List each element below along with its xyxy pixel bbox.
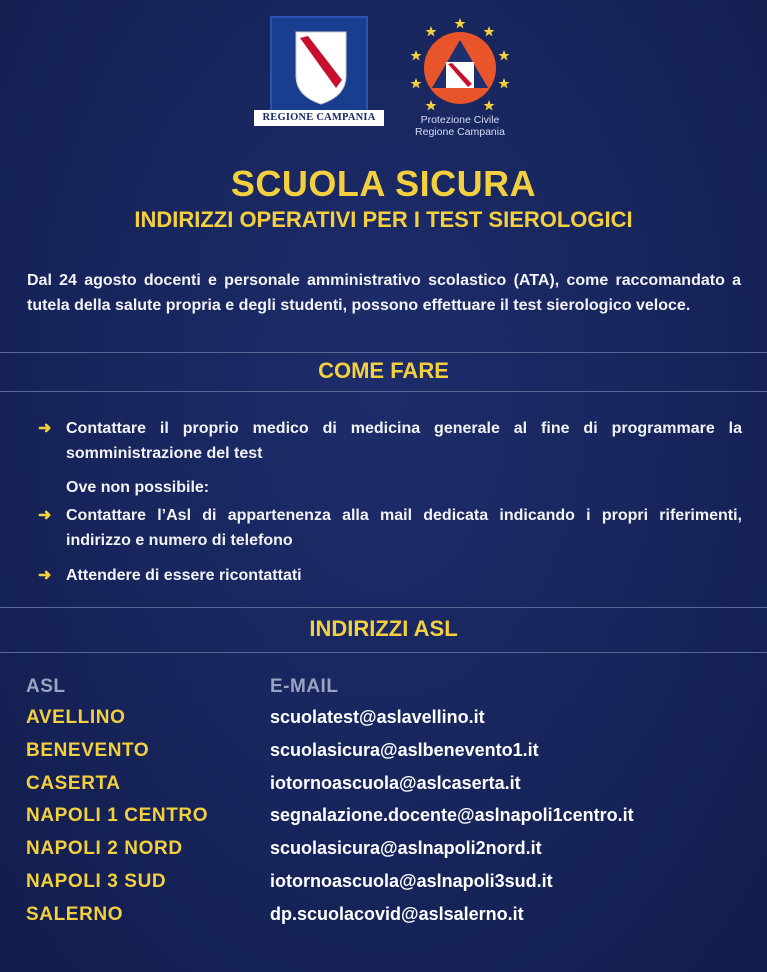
table-row [0,904,767,936]
step-text: Attendere di essere ricontattati [66,567,302,584]
asl-email-link[interactable]: iotornoascuola@aslcaserta.it [270,772,521,793]
arrow-right-icon: ➜ [38,420,52,437]
arrow-right-icon: ➜ [38,507,52,524]
asl-name: BENEVENTO [26,739,150,761]
asl-name: NAPOLI 3 SUD [26,871,167,892]
come-fare-heading: COME FARE [318,358,449,383]
asl-name: SALERNO [26,903,124,925]
page-title: SCUOLA SICURA [230,163,537,204]
campania-shield-icon [270,16,368,112]
asl-name: NAPOLI 1 CENTRO [26,805,209,827]
asl-email-link[interactable]: scuolasicura@aslbenevento1.it [270,739,539,760]
step-text: Contattare il proprio medico di medicina generale al fine di programmare la somministrazione del test [66,420,742,462]
col-header-email: E-MAIL [270,676,339,697]
divider-indirizzi [0,607,767,608]
asl-name: CASERTA [26,772,121,794]
arrow-right-icon: ➜ [38,567,52,584]
divider-indirizzi-bottom [0,652,767,653]
step-item [38,563,742,588]
table-row [0,707,767,739]
asl-email-link[interactable]: scuolatest@aslavellino.it [270,707,485,727]
asl-name: AVELLINO [26,707,126,728]
table-row [0,871,767,903]
col-header-asl: ASL [26,676,66,697]
step-item [38,416,742,466]
asl-email-link[interactable]: segnalazione.docente@aslnapoli1centro.it [270,805,634,826]
protezione-civile-emblem-icon [398,14,522,114]
asl-email-link[interactable]: iotornoascuola@aslnapoli3sud.it [270,871,553,891]
logos-area [0,14,767,142]
protezione-civile-logo [398,14,528,142]
protezione-civile-text [398,114,522,138]
divider-top [0,352,767,353]
step-item [38,503,742,553]
table-row [0,805,767,837]
divider-come-fare [0,391,767,392]
protezione-line1: Protezione Civile [420,114,500,126]
asl-email-link[interactable]: dp.scuolacovid@aslsalerno.it [270,903,524,924]
step-text: Contattare l’Asl di appartenenza alla mail dedicata indicando i propri riferimenti, indirizzo e numero di telefono [66,507,742,549]
table-row [0,740,767,772]
table-row [0,773,767,805]
asl-name: NAPOLI 2 NORD [26,838,183,860]
asl-email-link[interactable]: scuolasicura@aslnapoli2nord.it [270,838,542,859]
campania-label: REGIONE CAMPANIA [254,110,384,126]
note-text: Ove non possibile: [66,479,210,496]
page-subtitle: INDIRIZZI OPERATIVI PER I TEST SIEROLOGICI [134,207,633,232]
intro-paragraph: Dal 24 agosto docenti e personale amministrativo scolastico (ATA), come raccomandato a tutela della salute propria e degli studenti, possono effettuare il test sierologico veloce. [27,272,741,314]
indirizzi-heading: INDIRIZZI ASL [309,616,458,641]
protezione-line2: Regione Campania [415,126,505,138]
table-row [0,838,767,870]
regione-campania-logo [254,16,384,126]
